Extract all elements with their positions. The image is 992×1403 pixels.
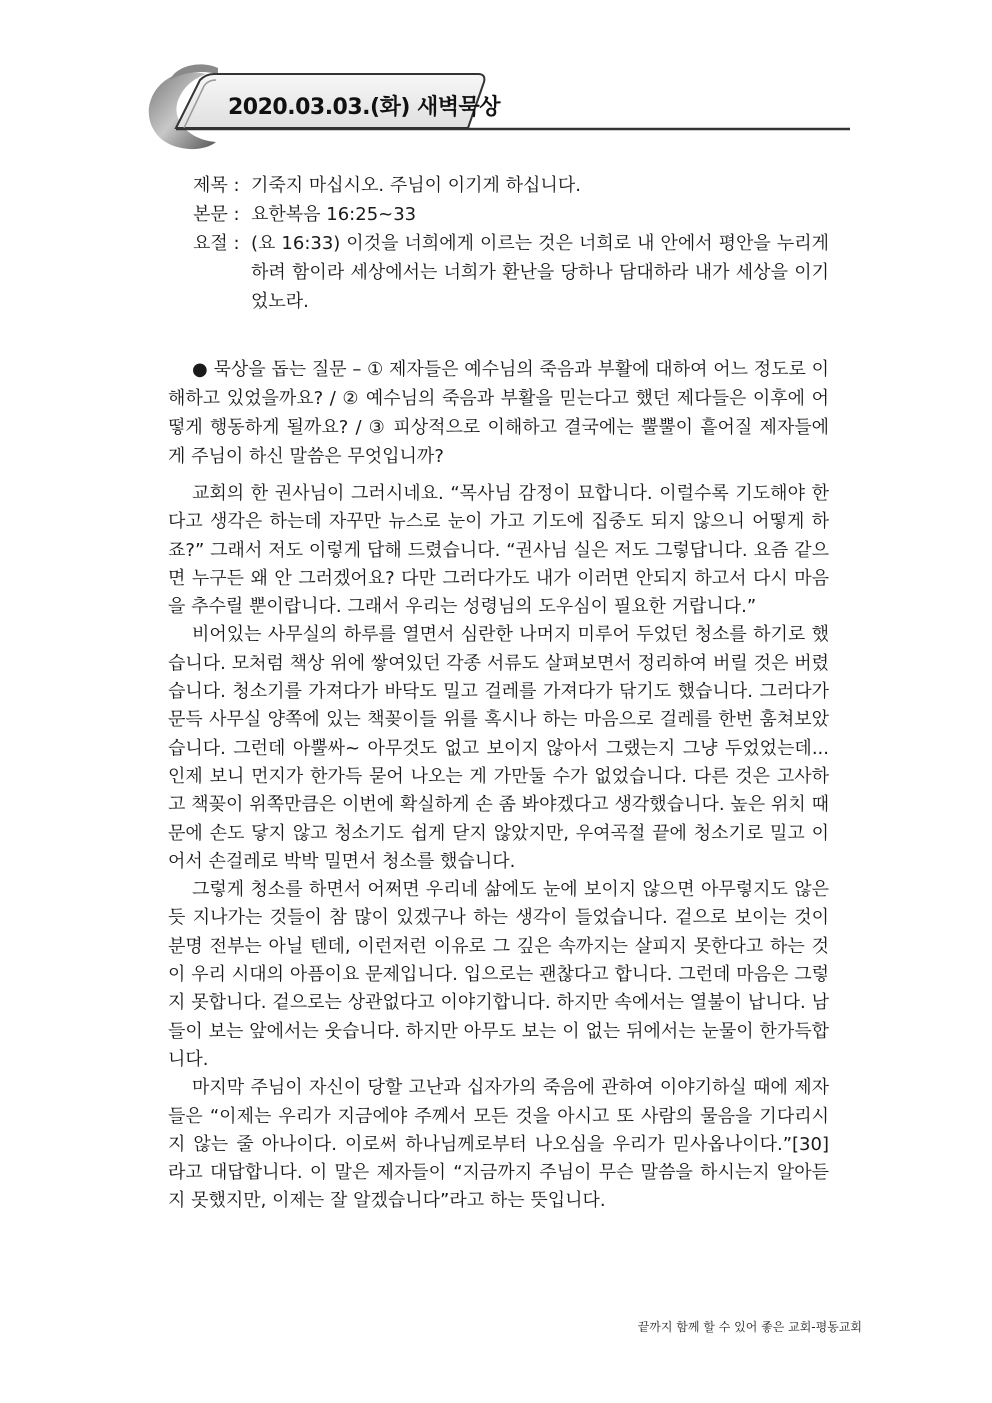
text-value: 요한복음 16:25~33 (251, 204, 417, 225)
header-banner-graphic (0, 0, 992, 160)
meditation-questions: ● 묵상을 돕는 질문 – ① 제자들은 예수님의 죽음과 부활에 대하여 어느 정도로 이해하고 있었을까요? / ② 예수님의 죽음과 부활을 믿는다고 했던 제다들은 이후에 어떻게 행동하게 될까요? / ③ 피상적으로 이해하고 결국에는 뿔뿔이 흩어질 제자들에게 주님이 하신 말씀은 무엇입니까? (168, 359, 829, 467)
text-label: 본문 : (193, 204, 240, 225)
body-paragraph-2: 비어있는 사무실의 하루를 열면서 심란한 나머지 미루어 두었던 청소를 하기로 했습니다. 모처럼 책상 위에 쌓여있던 각종 서류도 살펴보면서 정리하여 버릴 것은 버렸습니다. 청소기를 가져다가 바닥도 밀고 걸레를 가져다가 닦기도 했습니다. 그러다가 문득 사무실 양쪽에 있는 책꽂이들 위를 혹시나 하는 마음으로 걸레를 한번 훔쳐보았습니다. 그런데 아뿔싸~ 아무것도 없고 보이지 않아서 그랬는지 그냥 두었었는데... 인제 보니 먼지가 한가득 묻어 나오는 게 가만둘 수가 없었습니다. 다른 것은 고사하고 책꽂이 위쪽만큼은 이번에 확실하게 손 좀 봐야겠다고 생각했습니다. 높은 위치 때문에 손도 닿지 않고 청소기도 쉽게 닫지 않았지만, 우여곡절 끝에 청소기로 밀고 이어서 손걸레로 박박 밀면서 청소를 했습니다. (168, 624, 829, 872)
body-paragraph-4: 마지막 주님이 자신이 당할 고난과 십자가의 죽음에 관하여 이야기하실 때에 제자들은 “이제는 우리가 지금에야 주께서 모든 것을 아시고 또 사람의 물음을 기다리시지 않는 줄 아나이다. 이로써 하나님께로부터 나오심을 우리가 믿사옵나이다.”[30] 라고 대답합니다. 이 말은 제자들이 “지금까지 주님이 무슨 말씀을 하시는지 알아듣지 못했지만, 이제는 잘 알겠습니다”라고 하는 뜻입니다. (168, 1077, 829, 1212)
header-title: 2020.03.03.(화) 새벽묵상 (228, 95, 501, 120)
meta-verse-row (193, 229, 829, 316)
meta-title-row (193, 171, 829, 200)
title-label: 제목 : (193, 175, 240, 196)
verse-label: 요절 : (193, 233, 240, 254)
page-header (0, 0, 992, 160)
title-value: 기죽지 마십시오. 주님이 이기게 하십니다. (251, 175, 581, 196)
page-footer: 끝까지 함께 할 수 있어 좋은 교회-평동교회 (637, 1320, 862, 1334)
sermon-meta (193, 171, 829, 316)
body-paragraph-3: 그렇게 청소를 하면서 어쩌면 우리네 삶에도 눈에 보이지 않으면 아무렇지도 않은 듯 지나가는 것들이 참 많이 있겠구나 하는 생각이 들었습니다. 겉으로 보이는 것이 분명 전부는 아닐 텐데, 이런저런 이유로 그 깊은 속까지는 살피지 못한다고 하는 것이 우리 시대의 아픔이요 문제입니다. 입으로는 괜찮다고 합니다. 그런데 마음은 그렇지 못합니다. 겉으로는 상관없다고 이야기합니다. 하지만 속에서는 열불이 납니다. 남들이 보는 앞에서는 웃습니다. 하지만 아무도 보는 이 없는 뒤에서는 눈물이 한가득합니다. (168, 879, 829, 1070)
body-paragraph-1: 교회의 한 권사님이 그러시네요. “목사님 감정이 묘합니다. 이럴수록 기도해야 한다고 생각은 하는데 자꾸만 뉴스로 눈이 가고 기도에 집중도 되지 않으니 어떻게 하죠?” 그래서 저도 이렇게 답해 드렸습니다. “권사님 실은 저도 그렇답니다. 요즘 같으면 누구든 왜 안 그러겠어요? 다만 그러다가도 내가 이러면 안되지 하고서 다시 마음을 추수릴 뿐이랍니다. 그래서 우리는 성령님의 도우심이 필요한 거랍니다.” (168, 483, 829, 618)
meta-text-row (193, 200, 829, 229)
verse-value: (요 16:33) 이것을 너희에게 이르는 것은 너희로 내 안에서 평안을 누리게 하려 함이라 세상에서는 너희가 환난을 당하나 담대하라 내가 세상을 이기었노라. (251, 233, 829, 312)
sermon-body (168, 480, 829, 1216)
